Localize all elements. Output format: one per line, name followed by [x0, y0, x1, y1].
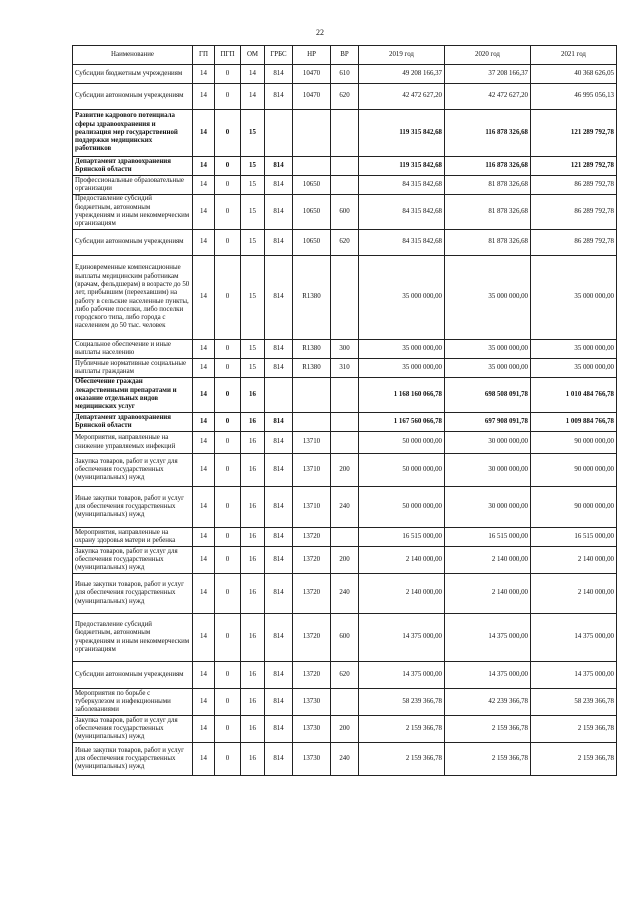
- cell-2021: 40 368 626,05: [531, 65, 617, 84]
- cell-2020: 42 239 366,78: [445, 689, 531, 716]
- cell-nr: 13720: [293, 547, 331, 574]
- cell-2021: 35 000 000,00: [531, 340, 617, 359]
- cell-vr: 600: [331, 195, 359, 230]
- cell-2019: 119 315 842,68: [359, 157, 445, 176]
- cell-pgp: 0: [215, 454, 241, 487]
- cell-2020: 81 878 326,68: [445, 176, 531, 195]
- cell-grbs: 814: [265, 413, 293, 432]
- cell-name: Департамент здравоохранения Брянской области: [73, 413, 193, 432]
- cell-vr: 200: [331, 716, 359, 743]
- cell-om: 14: [241, 84, 265, 110]
- cell-vr: [331, 110, 359, 157]
- cell-vr: 240: [331, 574, 359, 614]
- cell-name: Предоставление субсидий бюджетным, автономным учреждениям и иным некоммерческим организациям: [73, 614, 193, 662]
- cell-gp: 14: [193, 378, 215, 413]
- cell-om: 15: [241, 176, 265, 195]
- cell-2021: 86 289 792,78: [531, 195, 617, 230]
- column-header-name: Наименование: [73, 46, 193, 65]
- cell-2021: 14 375 000,00: [531, 614, 617, 662]
- table-row: [73, 378, 617, 413]
- cell-vr: [331, 378, 359, 413]
- cell-2020: 30 000 000,00: [445, 454, 531, 487]
- cell-2020: 116 878 326,68: [445, 157, 531, 176]
- cell-vr: 600: [331, 614, 359, 662]
- cell-grbs: 814: [265, 574, 293, 614]
- cell-2021: 90 000 000,00: [531, 454, 617, 487]
- cell-gp: 14: [193, 256, 215, 340]
- cell-pgp: 0: [215, 432, 241, 454]
- cell-gp: 14: [193, 340, 215, 359]
- page-number: 22: [316, 28, 324, 37]
- cell-grbs: 814: [265, 689, 293, 716]
- cell-gp: 14: [193, 716, 215, 743]
- cell-2020: 81 878 326,68: [445, 195, 531, 230]
- table-row: [73, 157, 617, 176]
- table-row: [73, 65, 617, 84]
- cell-vr: 620: [331, 84, 359, 110]
- cell-2020: 14 375 000,00: [445, 614, 531, 662]
- cell-grbs: 814: [265, 230, 293, 256]
- table-row: [73, 84, 617, 110]
- cell-om: 16: [241, 432, 265, 454]
- cell-nr: 13720: [293, 574, 331, 614]
- cell-om: 16: [241, 689, 265, 716]
- table-row: [73, 110, 617, 157]
- cell-vr: 310: [331, 359, 359, 378]
- cell-2019: 14 375 000,00: [359, 614, 445, 662]
- cell-2019: 50 000 000,00: [359, 487, 445, 528]
- cell-om: 15: [241, 340, 265, 359]
- table-row: [73, 230, 617, 256]
- cell-pgp: 0: [215, 716, 241, 743]
- cell-grbs: 814: [265, 743, 293, 776]
- cell-2019: 50 000 000,00: [359, 454, 445, 487]
- cell-gp: 14: [193, 454, 215, 487]
- cell-2019: 84 315 842,68: [359, 195, 445, 230]
- cell-vr: 200: [331, 454, 359, 487]
- cell-name: Мероприятия, направленные на снижение управляемых инфекций: [73, 432, 193, 454]
- cell-2020: 37 208 166,37: [445, 65, 531, 84]
- column-header-2020: 2020 год: [445, 46, 531, 65]
- cell-2019: 2 159 366,78: [359, 716, 445, 743]
- cell-2019: 2 159 366,78: [359, 743, 445, 776]
- cell-pgp: 0: [215, 256, 241, 340]
- cell-name: Закупка товаров, работ и услуг для обеспечения государственных (муниципальных) нужд: [73, 716, 193, 743]
- table-row: [73, 547, 617, 574]
- cell-nr: 10650: [293, 176, 331, 195]
- cell-2021: 90 000 000,00: [531, 432, 617, 454]
- cell-2021: 1 010 484 766,78: [531, 378, 617, 413]
- cell-vr: 610: [331, 65, 359, 84]
- cell-2020: 81 878 326,68: [445, 230, 531, 256]
- cell-grbs: [265, 110, 293, 157]
- cell-nr: 10470: [293, 84, 331, 110]
- cell-vr: [331, 413, 359, 432]
- cell-gp: 14: [193, 743, 215, 776]
- cell-gp: 14: [193, 413, 215, 432]
- cell-vr: 240: [331, 487, 359, 528]
- cell-name: Субсидии бюджетным учреждениям: [73, 65, 193, 84]
- cell-gp: 14: [193, 230, 215, 256]
- cell-grbs: 814: [265, 84, 293, 110]
- cell-2019: 14 375 000,00: [359, 662, 445, 689]
- cell-gp: 14: [193, 547, 215, 574]
- cell-2020: 30 000 000,00: [445, 487, 531, 528]
- cell-grbs: 814: [265, 65, 293, 84]
- cell-2020: 35 000 000,00: [445, 340, 531, 359]
- cell-nr: [293, 110, 331, 157]
- cell-2019: 84 315 842,68: [359, 230, 445, 256]
- cell-name: Социальное обеспечение и иные выплаты населению: [73, 340, 193, 359]
- cell-2021: 58 239 366,78: [531, 689, 617, 716]
- cell-om: 15: [241, 110, 265, 157]
- cell-grbs: 814: [265, 176, 293, 195]
- cell-name: Закупка товаров, работ и услуг для обеспечения государственных (муниципальных) нужд: [73, 547, 193, 574]
- cell-pgp: 0: [215, 689, 241, 716]
- column-header-nr: НР: [293, 46, 331, 65]
- cell-name: Субсидии автономным учреждениям: [73, 84, 193, 110]
- column-header-2019: 2019 год: [359, 46, 445, 65]
- cell-gp: 14: [193, 65, 215, 84]
- cell-2019: 35 000 000,00: [359, 359, 445, 378]
- cell-2021: 121 289 792,78: [531, 110, 617, 157]
- cell-gp: 14: [193, 574, 215, 614]
- cell-2020: 698 508 091,78: [445, 378, 531, 413]
- cell-2019: 49 208 166,37: [359, 65, 445, 84]
- cell-grbs: 814: [265, 487, 293, 528]
- cell-grbs: 814: [265, 547, 293, 574]
- cell-vr: [331, 528, 359, 547]
- cell-pgp: 0: [215, 662, 241, 689]
- cell-om: 16: [241, 574, 265, 614]
- column-header-grbs: ГРБС: [265, 46, 293, 65]
- cell-2021: 86 289 792,78: [531, 230, 617, 256]
- cell-om: 16: [241, 716, 265, 743]
- cell-2021: 90 000 000,00: [531, 487, 617, 528]
- cell-nr: 13730: [293, 689, 331, 716]
- cell-nr: 13730: [293, 743, 331, 776]
- cell-2021: 14 375 000,00: [531, 662, 617, 689]
- cell-grbs: 814: [265, 716, 293, 743]
- cell-2019: 84 315 842,68: [359, 176, 445, 195]
- cell-grbs: 814: [265, 662, 293, 689]
- cell-2020: 2 159 366,78: [445, 716, 531, 743]
- cell-name: Иные закупки товаров, работ и услуг для обеспечения государственных (муниципальных) нужд: [73, 487, 193, 528]
- cell-vr: 240: [331, 743, 359, 776]
- cell-nr: [293, 157, 331, 176]
- cell-gp: 14: [193, 487, 215, 528]
- cell-nr: [293, 413, 331, 432]
- cell-pgp: 0: [215, 157, 241, 176]
- cell-om: 16: [241, 743, 265, 776]
- cell-2021: 35 000 000,00: [531, 256, 617, 340]
- cell-om: 16: [241, 487, 265, 528]
- cell-2020: 42 472 627,20: [445, 84, 531, 110]
- cell-nr: 13730: [293, 716, 331, 743]
- table-body: [73, 65, 617, 776]
- cell-nr: R1380: [293, 340, 331, 359]
- cell-2020: 116 878 326,68: [445, 110, 531, 157]
- cell-pgp: 0: [215, 359, 241, 378]
- cell-om: 15: [241, 359, 265, 378]
- cell-vr: 300: [331, 340, 359, 359]
- cell-gp: 14: [193, 528, 215, 547]
- cell-nr: 10650: [293, 195, 331, 230]
- cell-om: 15: [241, 195, 265, 230]
- cell-2020: 14 375 000,00: [445, 662, 531, 689]
- cell-pgp: 0: [215, 743, 241, 776]
- cell-grbs: 814: [265, 195, 293, 230]
- table-row: [73, 195, 617, 230]
- cell-2021: 16 515 000,00: [531, 528, 617, 547]
- cell-grbs: 814: [265, 454, 293, 487]
- cell-2019: 119 315 842,68: [359, 110, 445, 157]
- cell-gp: 14: [193, 176, 215, 195]
- cell-pgp: 0: [215, 614, 241, 662]
- cell-2021: 121 289 792,78: [531, 157, 617, 176]
- cell-grbs: 814: [265, 157, 293, 176]
- cell-name: Развитие кадрового потенциала сферы здравоохранения и реализация мер государственной поддержки медицинских работников: [73, 110, 193, 157]
- cell-nr: 10650: [293, 230, 331, 256]
- cell-vr: [331, 176, 359, 195]
- table-row: [73, 487, 617, 528]
- cell-vr: [331, 689, 359, 716]
- cell-om: 14: [241, 65, 265, 84]
- cell-nr: 13710: [293, 454, 331, 487]
- cell-name: Иные закупки товаров, работ и услуг для обеспечения государственных (муниципальных) нужд: [73, 743, 193, 776]
- cell-pgp: 0: [215, 547, 241, 574]
- cell-2020: 30 000 000,00: [445, 432, 531, 454]
- cell-2019: 35 000 000,00: [359, 340, 445, 359]
- cell-grbs: 814: [265, 528, 293, 547]
- column-header-vr: ВР: [331, 46, 359, 65]
- cell-2019: 2 140 000,00: [359, 574, 445, 614]
- cell-2019: 1 168 160 066,78: [359, 378, 445, 413]
- column-header-om: ОМ: [241, 46, 265, 65]
- cell-pgp: 0: [215, 378, 241, 413]
- cell-gp: 14: [193, 157, 215, 176]
- column-header-gp: ГП: [193, 46, 215, 65]
- table-row: [73, 614, 617, 662]
- cell-om: 15: [241, 157, 265, 176]
- cell-name: Публичные нормативные социальные выплаты гражданам: [73, 359, 193, 378]
- cell-name: Субсидии автономным учреждениям: [73, 230, 193, 256]
- cell-vr: 620: [331, 662, 359, 689]
- cell-name: Мероприятия, направленные на охрану здоровья матери и ребенка: [73, 528, 193, 547]
- cell-pgp: 0: [215, 176, 241, 195]
- cell-name: Иные закупки товаров, работ и услуг для обеспечения государственных (муниципальных) нужд: [73, 574, 193, 614]
- budget-table: [72, 45, 617, 776]
- cell-name: Субсидии автономным учреждениям: [73, 662, 193, 689]
- cell-nr: 13710: [293, 432, 331, 454]
- table-row: [73, 359, 617, 378]
- cell-vr: [331, 256, 359, 340]
- cell-2021: 2 140 000,00: [531, 547, 617, 574]
- table-row: [73, 256, 617, 340]
- cell-2020: 16 515 000,00: [445, 528, 531, 547]
- table-row: [73, 340, 617, 359]
- cell-om: 16: [241, 454, 265, 487]
- cell-vr: 200: [331, 547, 359, 574]
- table-row: [73, 574, 617, 614]
- cell-gp: 14: [193, 110, 215, 157]
- cell-vr: [331, 432, 359, 454]
- cell-om: 16: [241, 614, 265, 662]
- table-row: [73, 528, 617, 547]
- cell-2021: 2 140 000,00: [531, 574, 617, 614]
- cell-nr: 13710: [293, 487, 331, 528]
- cell-2021: 2 159 366,78: [531, 743, 617, 776]
- cell-2019: 2 140 000,00: [359, 547, 445, 574]
- cell-om: 16: [241, 547, 265, 574]
- cell-om: 15: [241, 256, 265, 340]
- cell-gp: 14: [193, 432, 215, 454]
- cell-2021: 35 000 000,00: [531, 359, 617, 378]
- cell-pgp: 0: [215, 413, 241, 432]
- column-header-pgp: ПГП: [215, 46, 241, 65]
- cell-2020: 2 140 000,00: [445, 547, 531, 574]
- table-row: [73, 689, 617, 716]
- table-header-row: [73, 46, 617, 65]
- cell-2019: 35 000 000,00: [359, 256, 445, 340]
- cell-pgp: 0: [215, 195, 241, 230]
- table-row: [73, 413, 617, 432]
- cell-pgp: 0: [215, 84, 241, 110]
- cell-gp: 14: [193, 614, 215, 662]
- cell-name: Мероприятия по борьбе с туберкулезом и инфекционными заболеваниями: [73, 689, 193, 716]
- cell-pgp: 0: [215, 487, 241, 528]
- cell-grbs: 814: [265, 256, 293, 340]
- cell-2021: 46 995 056,13: [531, 84, 617, 110]
- cell-pgp: 0: [215, 340, 241, 359]
- cell-name: Единовременные компенсационные выплаты медицинским работникам (врачам, фельдшерам) в возрасте до 50 лет, прибывшим (переехавшим) на работу в сельские населенные пункты, либо рабочие поселки, либо поселки городского типа, либо города с населением до 50 тыс. человек: [73, 256, 193, 340]
- cell-2020: 697 908 091,78: [445, 413, 531, 432]
- cell-grbs: 814: [265, 340, 293, 359]
- cell-pgp: 0: [215, 528, 241, 547]
- cell-nr: R1380: [293, 256, 331, 340]
- cell-2019: 42 472 627,20: [359, 84, 445, 110]
- cell-2021: 1 009 884 766,78: [531, 413, 617, 432]
- cell-2019: 58 239 366,78: [359, 689, 445, 716]
- cell-name: Обеспечение граждан лекарственными препаратами и оказание отдельных видов медицинских услуг: [73, 378, 193, 413]
- cell-om: 16: [241, 378, 265, 413]
- cell-pgp: 0: [215, 110, 241, 157]
- cell-vr: 620: [331, 230, 359, 256]
- table-row: [73, 662, 617, 689]
- cell-nr: R1380: [293, 359, 331, 378]
- column-header-2021: 2021 год: [531, 46, 617, 65]
- cell-grbs: 814: [265, 359, 293, 378]
- table-row: [73, 716, 617, 743]
- cell-pgp: 0: [215, 65, 241, 84]
- cell-nr: 10470: [293, 65, 331, 84]
- cell-2019: 50 000 000,00: [359, 432, 445, 454]
- cell-gp: 14: [193, 84, 215, 110]
- cell-grbs: 814: [265, 432, 293, 454]
- cell-2021: 86 289 792,78: [531, 176, 617, 195]
- cell-nr: 13720: [293, 528, 331, 547]
- table-row: [73, 176, 617, 195]
- cell-gp: 14: [193, 195, 215, 230]
- cell-grbs: [265, 378, 293, 413]
- cell-2019: 16 515 000,00: [359, 528, 445, 547]
- cell-nr: 13720: [293, 614, 331, 662]
- cell-grbs: 814: [265, 614, 293, 662]
- cell-gp: 14: [193, 359, 215, 378]
- cell-nr: [293, 378, 331, 413]
- table-row: [73, 743, 617, 776]
- cell-2020: 35 000 000,00: [445, 256, 531, 340]
- cell-gp: 14: [193, 689, 215, 716]
- cell-om: 15: [241, 230, 265, 256]
- cell-2020: 35 000 000,00: [445, 359, 531, 378]
- cell-2020: 2 140 000,00: [445, 574, 531, 614]
- cell-pgp: 0: [215, 230, 241, 256]
- table-row: [73, 454, 617, 487]
- cell-name: Профессиональные образовательные организации: [73, 176, 193, 195]
- cell-pgp: 0: [215, 574, 241, 614]
- cell-om: 16: [241, 662, 265, 689]
- cell-name: Департамент здравоохранения Брянской области: [73, 157, 193, 176]
- cell-2021: 2 159 366,78: [531, 716, 617, 743]
- cell-2019: 1 167 560 066,78: [359, 413, 445, 432]
- table-row: [73, 432, 617, 454]
- cell-vr: [331, 157, 359, 176]
- cell-2020: 2 159 366,78: [445, 743, 531, 776]
- cell-name: Закупка товаров, работ и услуг для обеспечения государственных (муниципальных) нужд: [73, 454, 193, 487]
- cell-gp: 14: [193, 662, 215, 689]
- cell-name: Предоставление субсидий бюджетным, автономным учреждениям и иным некоммерческим организациям: [73, 195, 193, 230]
- cell-om: 16: [241, 413, 265, 432]
- cell-om: 16: [241, 528, 265, 547]
- cell-nr: 13720: [293, 662, 331, 689]
